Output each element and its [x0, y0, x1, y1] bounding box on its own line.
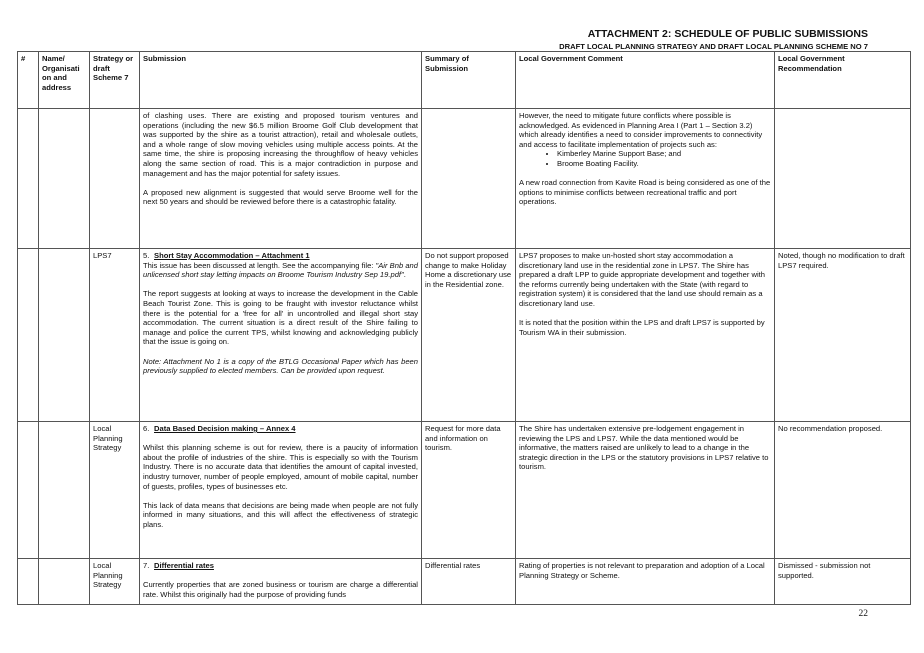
submission-paragraph: Currently properties that are zoned business or tourism are charge a differential rate. Whilst this originally had the purpose of providing funds: [143, 580, 418, 599]
submission-heading-text: Short Stay Accommodation – Attachment 1: [154, 251, 310, 260]
submission-heading: [143, 424, 418, 434]
comment-paragraph: Rating of properties is not relevant to preparation and adoption of a Local Planning Strategy or Scheme.: [519, 561, 765, 580]
cell-submission: [140, 109, 422, 249]
submission-file-reference: "Air Bnb and unlicensed short stay letting impacts on Broome Tourism Industry Sep 19.pdf": [143, 260, 418, 280]
cell-name: [39, 249, 90, 422]
cell-number: [18, 422, 39, 559]
cell-strategy: LPS7: [90, 249, 140, 422]
submission-paragraph: Whilst this planning scheme is out for review, there is a paucity of information about the profile of industries of the shire. This is especially so with the Tourism Industry. There is no accurate data that identifies the amount of capital invested, industry turnover, number of people employed, amount of mobile capital, number of guests, profiles, types of businesses etc.: [143, 443, 418, 491]
column-header-comment: Local Government Comment: [516, 52, 775, 109]
submission-heading: [143, 561, 418, 571]
submission-number: 7.: [143, 561, 150, 570]
cell-name: [39, 422, 90, 559]
cell-summary: [422, 109, 516, 249]
column-header-recommendation: Local Government Recommendation: [775, 52, 911, 109]
cell-comment: [516, 109, 775, 249]
comment-paragraph: However, the need to mitigate future conflicts where possible is acknowledged. As evidenced in Planning Area I (Part 1 – Section 3.2) which already identifies a need to consider improvements to connectivity and access to facilitate implementation of projects such as:: [519, 111, 763, 149]
cell-comment: [516, 422, 775, 559]
table-row: [18, 422, 911, 559]
comment-paragraph: LPS7 proposes to make un-hosted short stay accommodation a discretionary land use in the residential zone in LPS7. The Shire has prepared a draft LPP to guide appropriate development and together with the reforms currently being undertaken with the State (with regard to registration system) it is considered that the land use should remain as a discretionary land use.: [519, 251, 765, 308]
column-header-strategy: Strategy or draft Scheme 7: [90, 52, 140, 109]
document-title: ATTACHMENT 2: SCHEDULE OF PUBLIC SUBMISSIONS: [587, 28, 868, 40]
cell-submission: [140, 559, 422, 605]
submission-heading-text: Differential rates: [154, 561, 214, 570]
cell-strategy: Local Planning Strategy: [90, 559, 140, 605]
submission-heading-text: Data Based Decision making – Annex 4: [154, 424, 296, 433]
submission-number: 6.: [143, 424, 150, 433]
cell-number: [18, 109, 39, 249]
table-header-row: [18, 52, 911, 109]
document-subtitle: DRAFT LOCAL PLANNING STRATEGY AND DRAFT LOCAL PLANNING SCHEME NO 7: [559, 42, 868, 51]
comment-bullet-list: [519, 149, 771, 168]
column-header-submission: Submission: [140, 52, 422, 109]
submission-number: 5.: [143, 251, 150, 260]
submission-text: .: [403, 270, 406, 280]
cell-recommendation: No recommendation proposed.: [775, 422, 911, 559]
column-header-name: Name/ Organisati on and address: [39, 52, 90, 109]
cell-submission: [140, 422, 422, 559]
submission-paragraph: of clashing uses. There are existing and proposed tourism ventures and operations (including the new $6.5 million Broome Golf Club development that was supported by the shire as a tourist attraction), retail and wholesale outlets, and a whole range of slow moving vehicles using multiple access points. At the same time, the shire is proposing increasing the throughflow of heavy vehicles along the same section of road. This is a major contradiction in purpose and management and has the major potential for safety issues.: [143, 111, 418, 178]
cell-comment: [516, 249, 775, 422]
cell-number: [18, 559, 39, 605]
comment-paragraph: A new road connection from Kavite Road is being considered as one of the options to minimise conflicts between recreational traffic and port operations.: [519, 178, 771, 207]
comment-paragraph: It is noted that the position within the LPS and draft LPS7 is supported by Tourism WA in their submission.: [519, 318, 765, 337]
cell-comment: [516, 559, 775, 605]
submission-paragraph: This lack of data means that decisions are being made when people are not fully informed in many situations, and this will affect the effectiveness of strategic plans.: [143, 500, 418, 529]
column-header-number: #: [18, 52, 39, 109]
submission-paragraph: A proposed new alignment is suggested that would serve Broome well for the next 50 years and should be reviewed before there is a catastrophic fatality.: [143, 187, 418, 207]
list-item: • Broome Boating Facility.: [557, 159, 771, 169]
table-row: [18, 559, 911, 605]
comment-paragraph: The Shire has undertaken extensive pre-lodgement engagement in reviewing the LPS and LPS7. While the data mentioned would be informative, the matters raised are unlikely to lead to a change in the strategic direction in the LPS or the statutory provisions in LPS7 relative to tourism.: [519, 424, 769, 472]
cell-summary: Do not support proposed change to make Holiday Home a discretionary use in the Residential zone.: [422, 249, 516, 422]
cell-name: [39, 109, 90, 249]
cell-summary: Request for more data and information on tourism.: [422, 422, 516, 559]
submission-paragraph: [143, 261, 418, 280]
submission-text: This issue has been discussed at length. See the accompanying file:: [143, 260, 376, 270]
table-row: [18, 109, 911, 249]
list-item: • Kimberley Marine Support Base; and: [557, 149, 771, 159]
table-row: [18, 249, 911, 422]
column-header-summary: Summary of Submission: [422, 52, 516, 109]
cell-strategy: [90, 109, 140, 249]
cell-strategy: Local Planning Strategy: [90, 422, 140, 559]
cell-name: [39, 559, 90, 605]
page-number: 22: [858, 609, 868, 619]
cell-recommendation: [775, 109, 911, 249]
cell-number: [18, 249, 39, 422]
submissions-table: [17, 51, 911, 605]
submission-heading: [143, 251, 418, 261]
cell-submission: [140, 249, 422, 422]
cell-recommendation: Dismissed - submission not supported.: [775, 559, 911, 605]
submission-note: Note: Attachment No 1 is a copy of the BTLG Occasional Paper which has been previously supplied to elected members. Can be provided upon request.: [143, 356, 418, 376]
submission-paragraph: The report suggests at looking at ways to increase the development in the Cable Beach Tourist Zone. This is going to be fraught with investor reluctance whilst there is the potential for a 'free for all' in uncontrolled and illegal short stay accommodation. The current situation is a direct result of the Shire failing to manage and police the current TPS, whilst knowing and acknowledging publicly that the issue is going on.: [143, 289, 418, 347]
cell-recommendation: Noted, though no modification to draft LPS7 required.: [775, 249, 911, 422]
cell-summary: Differential rates: [422, 559, 516, 605]
